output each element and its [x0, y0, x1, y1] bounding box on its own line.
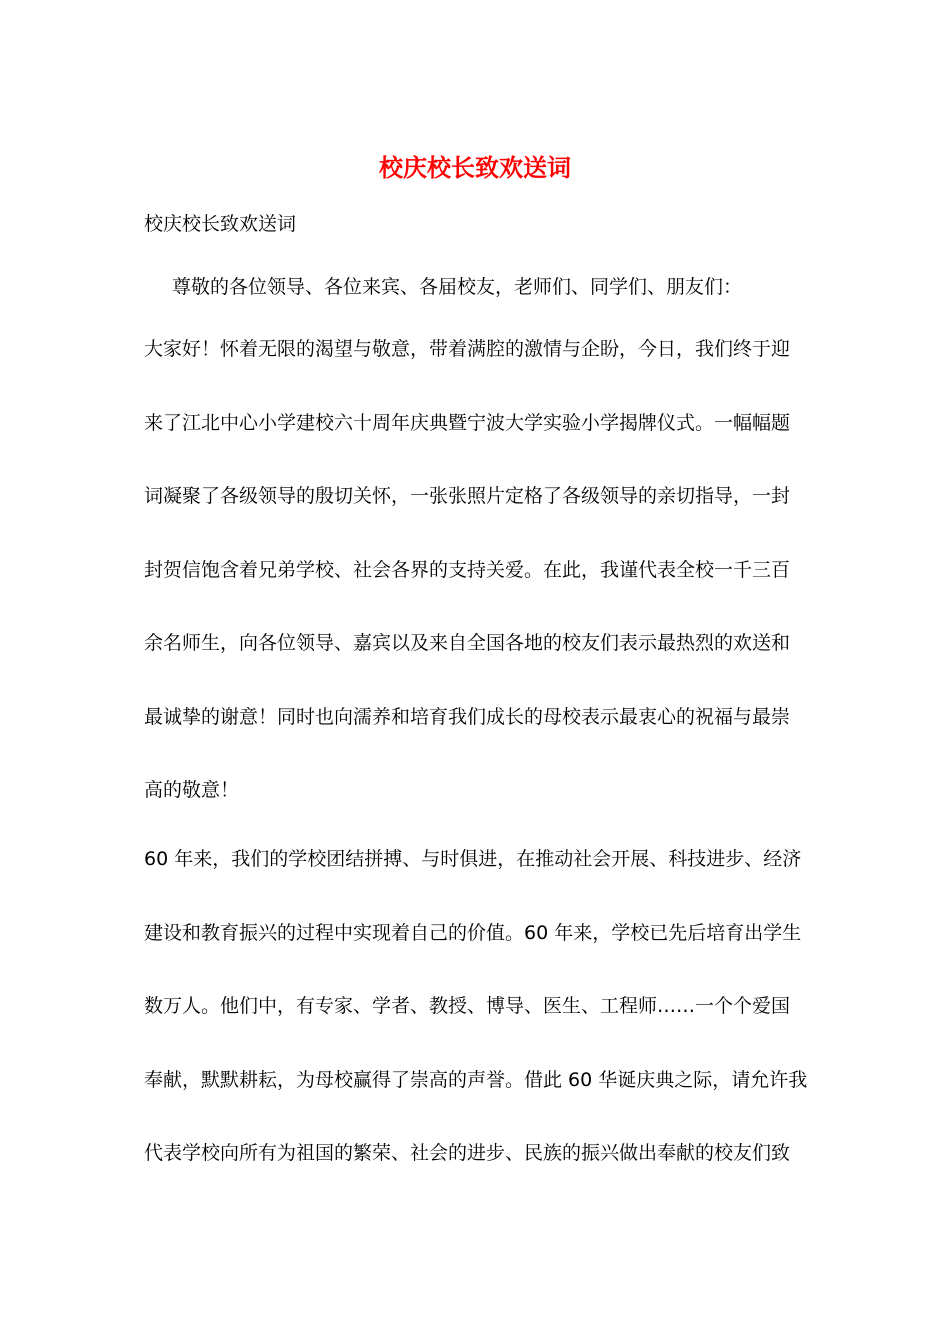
paragraph-line: 最诚挚的谢意！同时也向濡养和培育我们成长的母校表示最衷心的祝福与最崇: [144, 705, 791, 728]
paragraph-1: [144, 335, 814, 850]
paragraph-line: 余名师生，向各位领导、嘉宾以及来自全国各地的校友们表示最热烈的欢送和: [144, 632, 791, 654]
paragraph-line: 词凝聚了各级领导的殷切关怀，一张张照片定格了各级领导的亲切指导，一封: [144, 485, 791, 507]
paragraph-line: 高的敬意！: [144, 779, 240, 801]
paragraph-line: 建设和教育振兴的过程中实现着自己的价值。60 年来，学校已先后培育出学生: [144, 921, 802, 944]
paragraph-2: [144, 845, 814, 1213]
document-title: 校庆校长致欢送词: [379, 153, 571, 182]
paragraph-line: 封贺信饱含着兄弟学校、社会各界的支持关爱。在此，我谨代表全校一千三百: [144, 558, 791, 581]
salutation: 尊敬的各位领导、各位来宾、各届校友，老师们、同学们、朋友们：: [172, 276, 743, 298]
paragraph-line: 奉献，默默耕耘，为母校赢得了崇高的声誉。借此 60 华诞庆典之际，请允许我: [144, 1068, 808, 1091]
paragraph-line: 代表学校向所有为祖国的繁荣、社会的进步、民族的振兴做出奉献的校友们致: [144, 1142, 791, 1164]
document-subtitle: 校庆校长致欢送词: [144, 213, 297, 235]
paragraph-line: 大家好！怀着无限的渴望与敬意，带着满腔的激情与企盼，今日，我们终于迎: [144, 338, 791, 360]
paragraph-line: 数万人。他们中，有专家、学者、教授、博导、医生、工程师……一个个爱国: [144, 995, 791, 1017]
paragraph-line: 来了江北中心小学建校六十周年庆典暨宁波大学实验小学揭牌仪式。一幅幅题: [144, 411, 791, 434]
paragraph-line: 60 年来，我们的学校团结拼搏、与时俱进，在推动社会开展、科技进步、经济: [144, 848, 802, 870]
